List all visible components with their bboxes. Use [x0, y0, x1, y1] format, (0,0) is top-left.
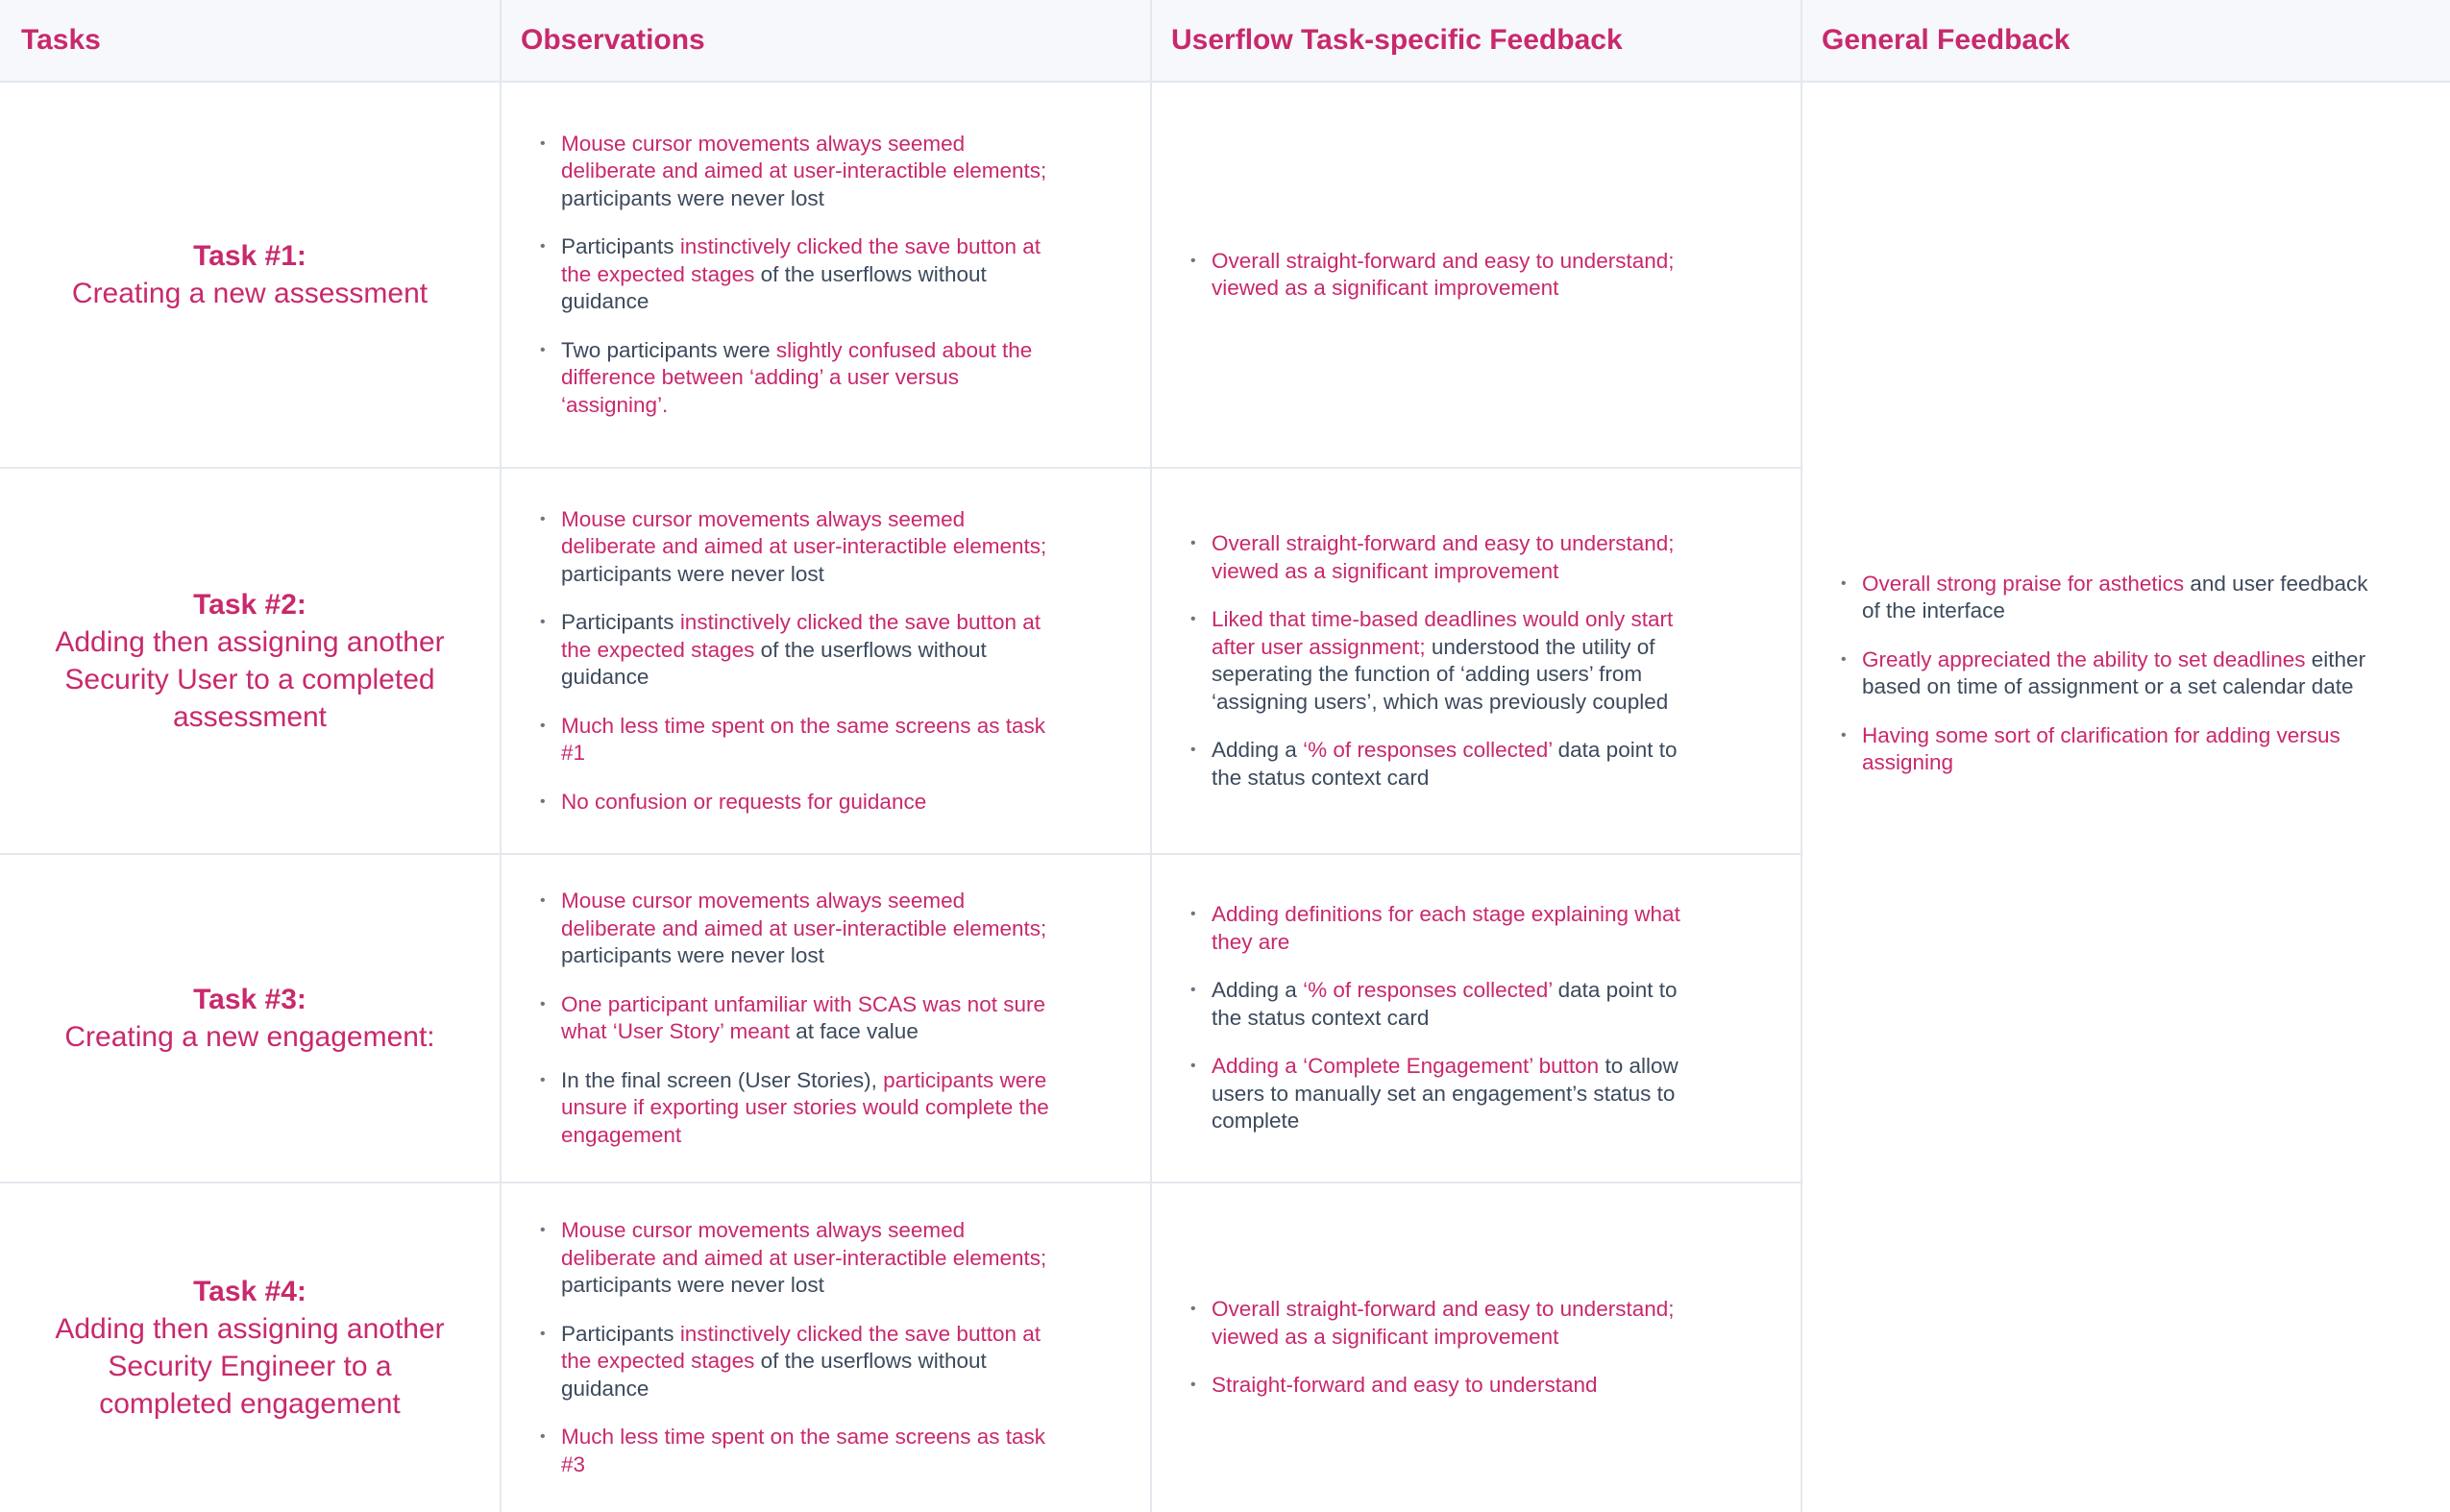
highlighted-text: Mouse cursor movements always seemed deliberate and aimed at user-interactible elements;	[561, 1218, 1047, 1270]
highlighted-text: ‘% of responses collected’	[1303, 738, 1553, 762]
observation-list	[540, 888, 1059, 1149]
highlighted-text: Adding definitions for each stage explaining what they are	[1212, 902, 1680, 954]
plain-text: either based on time of assignment or a set calendar date	[1862, 646, 2366, 698]
task-description-line: Security User to a completed	[64, 664, 435, 695]
bullet-item	[540, 506, 1059, 589]
highlighted-text: Straight-forward and easy to understand	[1212, 1373, 1598, 1398]
plain-text: at face value	[790, 1019, 919, 1043]
bullet-item	[540, 337, 1059, 420]
task-description-line: Security Engineer to a	[108, 1351, 392, 1382]
plain-text: Two participants were	[561, 337, 776, 362]
feedback-list	[1190, 1296, 1709, 1400]
bullet-item	[1841, 722, 2379, 777]
bullet-item	[540, 789, 1059, 817]
plain-text: and user feedback of the interface	[1862, 571, 2368, 622]
bullet-item	[540, 888, 1059, 970]
highlighted-text: Mouse cursor movements always seemed deliberate and aimed at user-interactible elements;	[561, 131, 1047, 183]
bullet-item	[1841, 571, 2379, 625]
bullet-item	[540, 609, 1059, 692]
bullet-item	[1190, 737, 1709, 792]
plain-text: data point to the status context card	[1212, 978, 1678, 1030]
task-description-line: Adding then assigning another	[55, 1313, 445, 1345]
plain-text: Participants	[561, 234, 680, 259]
task-number: Task #2:	[193, 589, 306, 621]
task-4-title	[0, 1183, 500, 1512]
task-description-line: Adding then assigning another	[55, 626, 445, 658]
bullet-item	[540, 1321, 1059, 1403]
task-1-observations	[540, 83, 1059, 467]
header-userflow-feedback: Userflow Task-specific Feedback	[1171, 24, 1623, 56]
task-description-line: Creating a new assessment	[71, 278, 429, 309]
highlighted-text: Overall strong praise for asthetics	[1862, 571, 2185, 596]
bullet-item	[1190, 901, 1709, 956]
observation-list	[540, 506, 1059, 817]
task-1-feedback	[1190, 83, 1709, 467]
plain-text: participants were never lost	[561, 1273, 824, 1297]
plain-text: understood the utility of seperating the function of ‘adding users’ from ‘assigning users’, which was previously coupled	[1212, 634, 1669, 714]
highlighted-text: Greatly appreciated the ability to set deadlines	[1862, 646, 2306, 671]
bullet-item	[1190, 530, 1709, 585]
highlighted-text: participants were unsure if exporting user stories would complete the engagement	[561, 1067, 1049, 1147]
plain-text: In the final screen (User Stories),	[561, 1067, 884, 1092]
highlighted-text: Adding a ‘Complete Engagement’ button	[1212, 1054, 1600, 1079]
highlighted-text: Overall straight-forward and easy to understand; viewed as a significant improvement	[1212, 1297, 1675, 1349]
column-divider	[1801, 0, 1802, 1512]
bullet-item	[1190, 1372, 1709, 1400]
task-2-title	[0, 469, 500, 853]
plain-text: Participants	[561, 610, 680, 635]
highlighted-text: ‘% of responses collected’	[1303, 978, 1553, 1003]
header-general-feedback: General Feedback	[1822, 24, 2070, 56]
bullet-item	[540, 233, 1059, 316]
plain-text: Participants	[561, 1321, 680, 1346]
highlighted-text: Mouse cursor movements always seemed deliberate and aimed at user-interactible elements;	[561, 506, 1047, 559]
plain-text: of the userflows without guidance	[561, 1349, 987, 1401]
header-tasks: Tasks	[21, 24, 101, 56]
feedback-list	[1190, 901, 1709, 1135]
bullet-item	[540, 1067, 1059, 1150]
highlighted-text: Overall straight-forward and easy to understand; viewed as a significant improvement	[1212, 531, 1675, 583]
task-number: Task #1:	[193, 240, 306, 272]
task-3-title	[0, 855, 500, 1182]
feedback-list	[1190, 248, 1709, 303]
plain-text: participants were never lost	[561, 185, 824, 210]
plain-text: of the userflows without guidance	[561, 637, 987, 690]
task-3-feedback	[1190, 855, 1709, 1182]
highlighted-text: Much less time spent on the same screens as task #1	[561, 713, 1045, 766]
highlighted-text: Having some sort of clarification for adding versus assigning	[1862, 722, 2340, 774]
bullet-item	[540, 1217, 1059, 1300]
plain-text: participants were never lost	[561, 943, 824, 967]
bullet-item	[1841, 646, 2379, 701]
bullet-item	[540, 1424, 1059, 1478]
task-4-feedback	[1190, 1183, 1709, 1512]
plain-text: data point to the status context card	[1212, 738, 1678, 790]
observation-list	[540, 1217, 1059, 1478]
task-4-observations	[540, 1183, 1059, 1512]
column-divider	[1150, 0, 1152, 1512]
header-observations: Observations	[521, 24, 705, 56]
highlighted-text: slightly confused about the difference between ‘adding’ a user versus ‘assigning’.	[561, 337, 1033, 417]
highlighted-text: instinctively clicked the save button at the expected stages	[561, 234, 1041, 286]
task-2-feedback	[1190, 469, 1709, 853]
task-number: Task #3:	[193, 984, 306, 1015]
bullet-item	[540, 713, 1059, 768]
task-description-line: Creating a new engagement:	[64, 1021, 435, 1053]
bullet-item	[1190, 1053, 1709, 1135]
highlighted-text: Mouse cursor movements always seemed deliberate and aimed at user-interactible elements;	[561, 889, 1047, 940]
observation-list	[540, 131, 1059, 420]
task-description-line: completed engagement	[99, 1388, 401, 1420]
bullet-item	[1190, 1296, 1709, 1351]
highlighted-text: One participant unfamiliar with SCAS was not sure what ‘User Story’ meant	[561, 991, 1045, 1043]
highlighted-text: No confusion or requests for guidance	[561, 789, 927, 814]
highlighted-text: instinctively clicked the save button at the expected stages	[561, 610, 1041, 662]
task-2-observations	[540, 469, 1059, 853]
column-divider	[500, 0, 502, 1512]
highlighted-text: Much less time spent on the same screens as task #3	[561, 1425, 1045, 1476]
general-feedback-cell	[1841, 83, 2379, 1264]
general-feedback-list	[1841, 571, 2379, 777]
feedback-list	[1190, 530, 1709, 792]
task-3-observations	[540, 855, 1059, 1182]
plain-text: Adding a	[1212, 978, 1304, 1003]
bullet-item	[540, 991, 1059, 1046]
highlighted-text: instinctively clicked the save button at the expected stages	[561, 1321, 1041, 1373]
bullet-item	[1190, 606, 1709, 716]
plain-text: to allow users to manually set an engagement’s status to complete	[1212, 1054, 1678, 1134]
bullet-item	[1190, 977, 1709, 1032]
highlighted-text: Liked that time-based deadlines would only start after user assignment;	[1212, 607, 1674, 659]
highlighted-text: Overall straight-forward and easy to understand; viewed as a significant improvement	[1212, 248, 1675, 300]
plain-text: of the userflows without guidance	[561, 261, 987, 314]
plain-text: participants were never lost	[561, 561, 824, 586]
task-number: Task #4:	[193, 1276, 306, 1307]
plain-text: Adding a	[1212, 738, 1304, 762]
bullet-item	[1190, 248, 1709, 303]
task-description-line: assessment	[172, 701, 328, 733]
bullet-item	[540, 131, 1059, 213]
task-1-title	[0, 83, 500, 467]
